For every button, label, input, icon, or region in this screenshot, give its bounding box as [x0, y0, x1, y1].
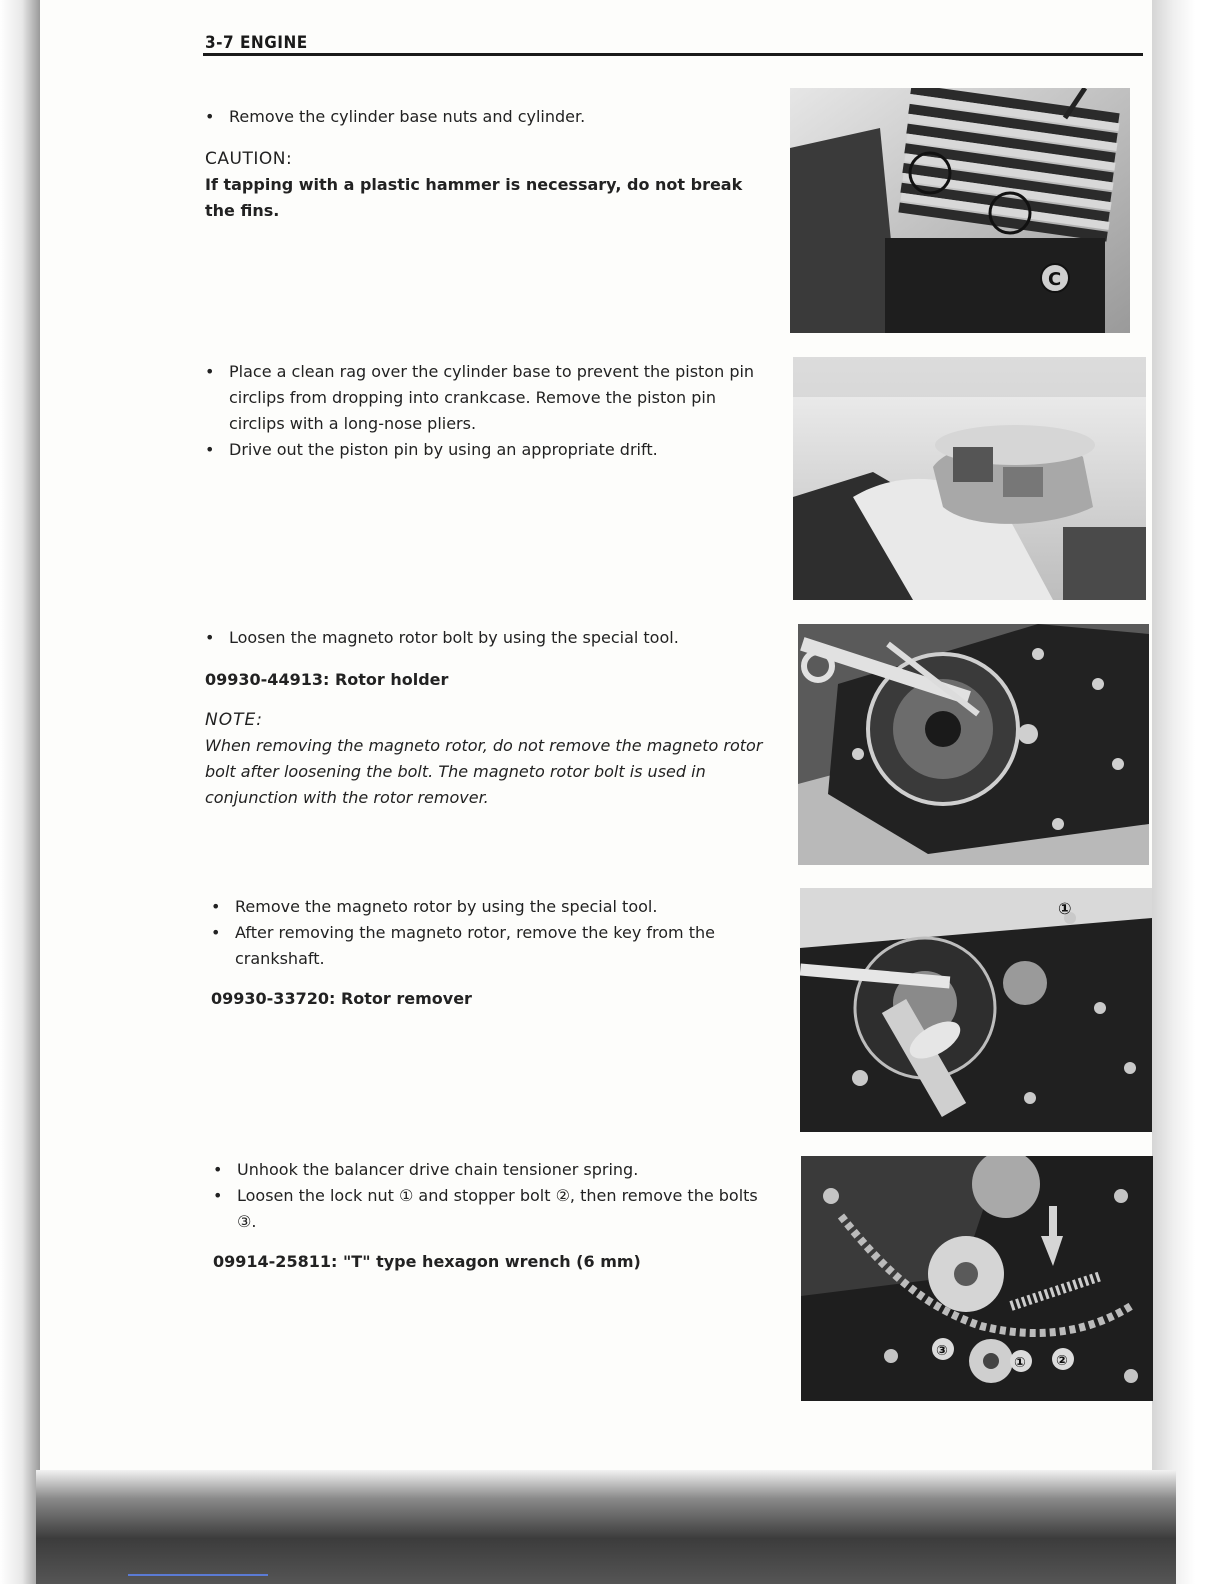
note-body: When removing the magneto rotor, do not remove the magneto rotor bolt after loosening the bolt. The magneto rotor bolt is used in conjunction with the rotor remover. — [205, 736, 763, 807]
callout-label: ① — [1014, 1355, 1026, 1371]
note-title: NOTE: — [205, 710, 263, 730]
photo-rotor-remover — [800, 888, 1152, 1132]
photo-chain-tensioner — [801, 1156, 1153, 1401]
special-tool-ref: 09930-44913: Rotor holder — [205, 670, 449, 689]
instruction-bullet: • Loosen the magneto rotor bolt by using the special tool. — [205, 625, 765, 651]
header-rule — [203, 53, 1143, 56]
callout-label: ③ — [936, 1343, 948, 1359]
photo-cylinder-removal — [790, 88, 1130, 333]
instruction-bullet: • Remove the cylinder base nuts and cylinder. — [205, 104, 765, 130]
special-tool-ref: 09930-33720: Rotor remover — [211, 989, 472, 1008]
instruction-bullet: • Remove the magneto rotor by using the special tool. — [211, 894, 767, 920]
page-gutter-shadow — [0, 0, 40, 1584]
page-bottom-shadow — [36, 1470, 1176, 1584]
special-tool-ref: 09914-25811: "T" type hexagon wrench (6 mm) — [213, 1252, 641, 1271]
instruction-bullet: • Drive out the piston pin by using an appropriate drift. — [205, 437, 765, 463]
caution-title: CAUTION: — [205, 149, 293, 169]
scan-artifact-line — [128, 1574, 268, 1576]
instruction-bullet: • Place a clean rag over the cylinder base to prevent the piston pin circlips from dropping into crankcase. Remove the piston pin circlips with a long-nose pliers. — [205, 359, 765, 437]
page-title: 3-7 ENGINE — [205, 33, 308, 53]
photo-piston-pin — [793, 357, 1146, 600]
callout-label: ① — [1058, 899, 1072, 918]
instruction-bullet: • After removing the magneto rotor, remove the key from the crankshaft. — [211, 920, 767, 972]
instruction-bullet: • Loosen the lock nut ① and stopper bolt ②, then remove the bolts ③. — [213, 1183, 769, 1235]
caution-body: If tapping with a plastic hammer is necessary, do not break the fins. — [205, 175, 743, 220]
callout-label: ② — [1056, 1353, 1068, 1369]
callout-label: C — [1048, 269, 1062, 290]
section-1 — [205, 104, 765, 224]
section-5 — [213, 1157, 769, 1275]
instruction-bullet: • Unhook the balancer drive chain tensioner spring. — [213, 1157, 769, 1183]
section-4 — [211, 894, 767, 1012]
section-3 — [205, 625, 765, 811]
section-2 — [205, 359, 765, 463]
photo-rotor-holder — [798, 624, 1149, 865]
page-edge-shadow — [1152, 0, 1224, 1584]
